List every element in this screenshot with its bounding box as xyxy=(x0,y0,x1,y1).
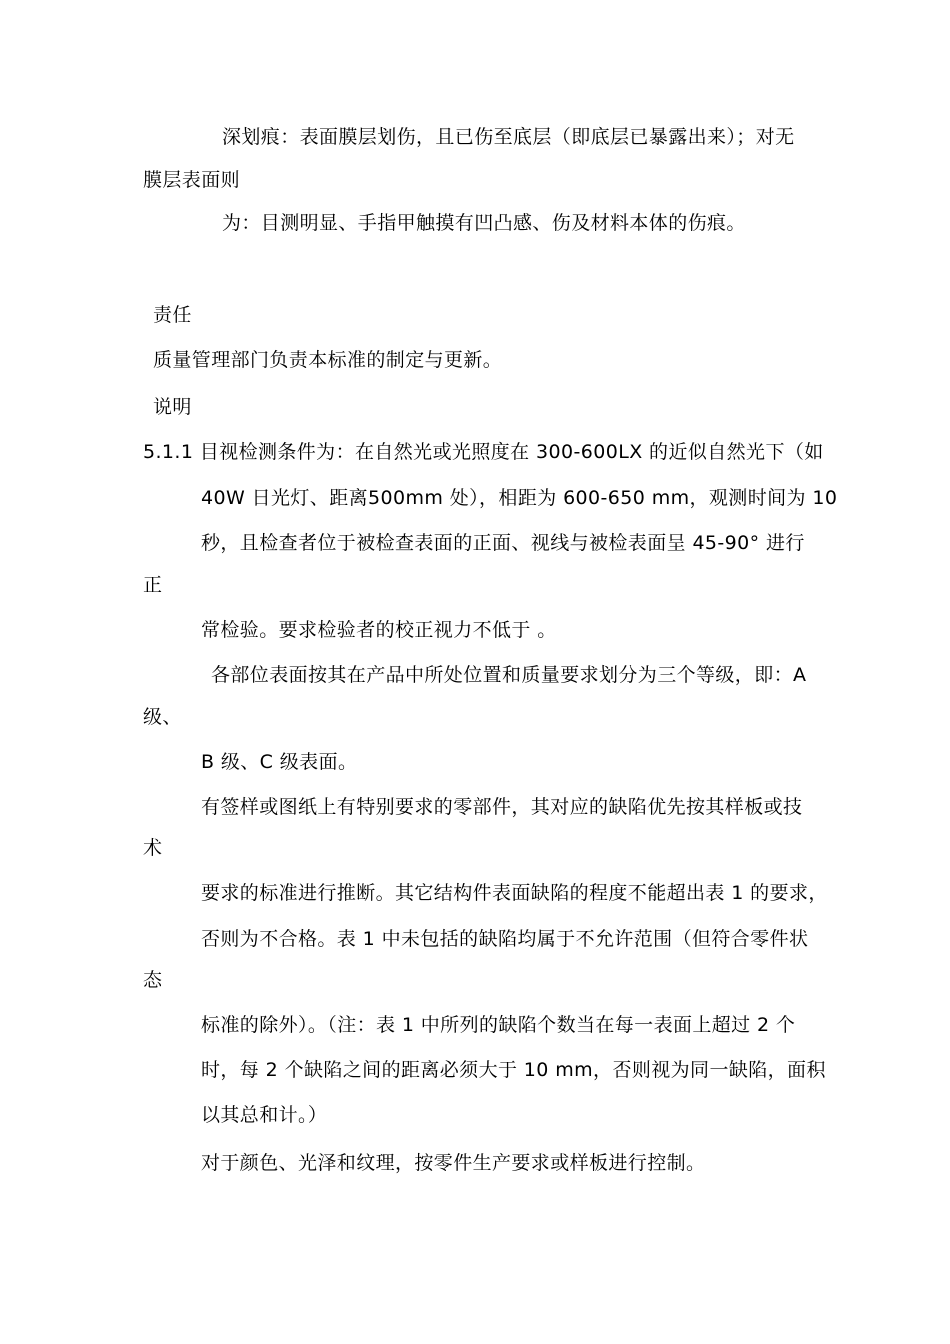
section-5-1-1-line-5: 常检验。要求检验者的校正视力不低于 。 xyxy=(201,619,557,641)
special-requirements-line-2: 术 xyxy=(143,837,163,859)
scratch-definition-line-1: 深划痕：表面膜层划伤，且已伤至底层（即底层已暴露出来）；对无 xyxy=(222,126,795,148)
grades-line-2: 级、 xyxy=(143,706,182,728)
section-5-1-1-line-1: 5.1.1 目视检测条件为：在自然光或光照度在 300-600LX 的近似自然光下（如 xyxy=(143,441,824,463)
section-5-1-1-line-4: 正 xyxy=(143,574,163,596)
responsibility-text: 质量管理部门负责本标准的制定与更新。 xyxy=(153,349,503,371)
grades-line-1: 各部位表面按其在产品中所处位置和质量要求划分为三个等级，即：A xyxy=(211,664,807,686)
responsibility-heading: 责任 xyxy=(153,304,192,326)
special-requirements-line-8: 以其总和计。） xyxy=(201,1104,328,1126)
section-5-1-1-line-2: 40W 日光灯、距离500mm 处），相距为 600-650 mm，观测时间为 10 xyxy=(201,487,838,509)
special-requirements-line-1: 有签样或图纸上有特别要求的零部件，其对应的缺陷优先按其样板或技 xyxy=(201,796,803,818)
section-5-1-1-line-3: 秒，且检查者位于被检查表面的正面、视线与被检表面呈 45-90° 进行 xyxy=(201,532,805,554)
grades-line-3: B 级、C 级表面。 xyxy=(201,751,358,773)
special-requirements-line-6: 标准的除外）。（注：表 1 中所列的缺陷个数当在每一表面上超过 2 个 xyxy=(201,1014,796,1036)
scratch-definition-line-3: 为：目测明显、手指甲触摸有凹凸感、伤及材料本体的伤痕。 xyxy=(222,212,746,234)
scratch-definition-line-2: 膜层表面则 xyxy=(143,169,241,191)
special-requirements-line-5: 态 xyxy=(143,969,163,991)
special-requirements-line-4: 否则为不合格。表 1 中未包括的缺陷均属于不允许范围（但符合零件状 xyxy=(201,928,809,950)
explanation-heading: 说明 xyxy=(153,396,192,418)
color-control-line-1: 对于颜色、光泽和纹理，按零件生产要求或样板进行控制。 xyxy=(201,1152,706,1174)
special-requirements-line-7: 时，每 2 个缺陷之间的距离必须大于 10 mm，否则视为同一缺陷，面积 xyxy=(201,1059,826,1081)
special-requirements-line-3: 要求的标准进行推断。其它结构件表面缺陷的程度不能超出表 1 的要求， xyxy=(201,882,828,904)
